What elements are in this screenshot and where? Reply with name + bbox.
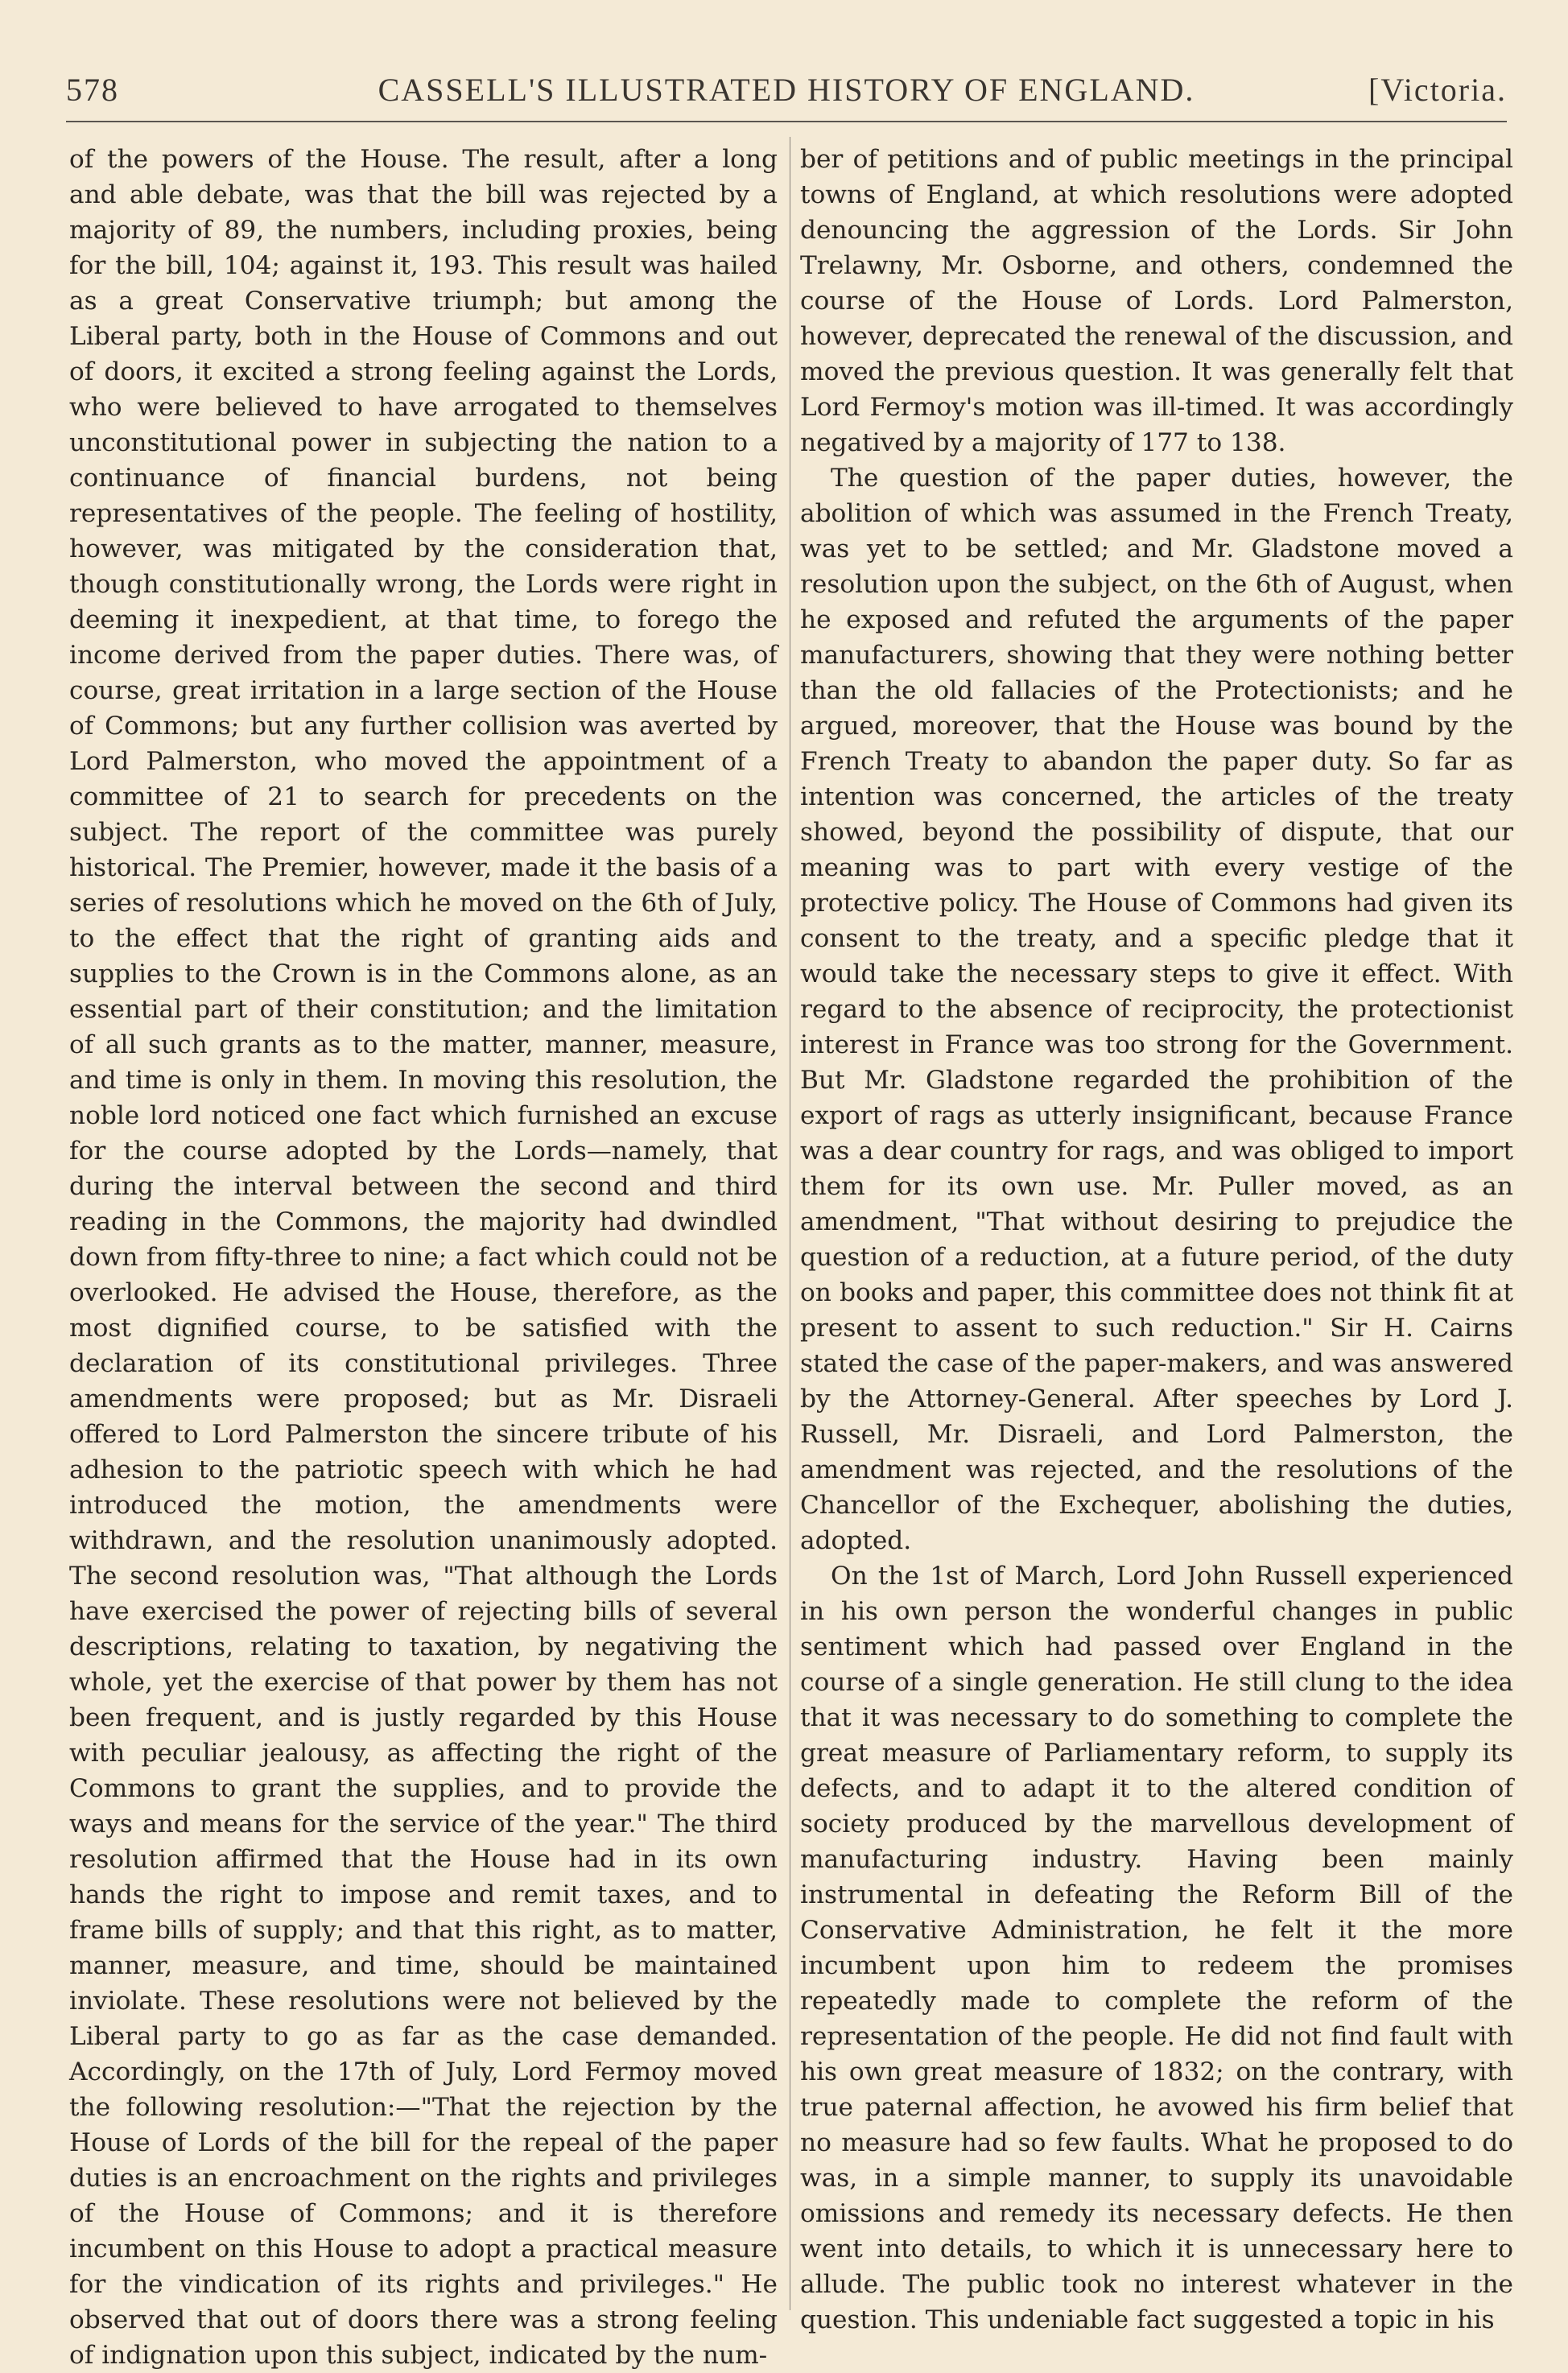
right-column <box>800 142 1513 2334</box>
section-name: [Victoria. <box>1368 72 1507 108</box>
running-head <box>66 71 1507 116</box>
running-title: CASSELL'S ILLUSTRATED HISTORY OF ENGLAND. <box>378 72 1195 108</box>
paragraph: of the powers of the House. The result, after a long and able debate, was that the bill was rejected by a majority of 89, the numbers, including proxies, being for the bill, 104; against it, 193. This result was hailed as a great Conservative triumph; but among the Liberal party, both in the House of Commons and out of doors, it excited a strong feeling against the Lords, who were believed to have arrogated to themselves unconstitutional power in subjecting the nation to a continuance of financial burdens, not being representatives of the people. The feeling of hostility, however, was mitigated by the consideration that, though constitutionally wrong, the Lords were right in deeming it inexpedient, at that time, to forego the income derived from the paper duties. There was, of course, great irritation in a large section of the House of Commons; but any further collision was averted by Lord Palmerston, who moved the appointment of a committee of 21 to search for precedents on the subject. The report of the committee was purely historical. The Premier, however, made it the basis of a series of resolutions which he moved on the 6th of July, to the effect that the right of granting aids and supplies to the Crown is in the Commons alone, as an essential part of their constitution; and the limitation of all such grants as to the matter, manner, measure, and time is only in them. In moving this resolution, the noble lord noticed one fact which furnished an excuse for the course adopted by the Lords—namely, that during the interval between the second and third reading in the Commons, the majority had dwindled down from fifty-three to nine; a fact which could not be overlooked. He advised the House, therefore, as the most dignified course, to be satisfied with the declaration of its constitutional privileges. Three amendments were proposed; but as Mr. Disraeli offered to Lord Palmerston the sincere tribute of his adhesion to the patriotic speech with which he had introduced the motion, the amendments were withdrawn, and the resolution unanimously adopted. The second resolution was, "That although the Lords have exercised the power of rejecting bills of several descriptions, relating to taxation, by negativing the whole, yet the exercise of that power by them has not been frequent, and is justly regarded by this House with peculiar jealousy, as affecting the right of the Commons to grant the supplies, and to provide the ways and means for the service of the year." The third resolution affirmed that the House had in its own hands the right to impose and remit taxes, and to frame bills of supply; and that this right, as to matter, manner, measure, and time, should be maintained inviolate. These resolutions were not believed by the Liberal party to go as far as the case demanded. Accordingly, on the 17th of July, Lord Fermoy moved the following resolution:—"That the rejection by the House of Lords of the bill for the repeal of the paper duties is an encroachment on the rights and privileges of the House of Commons; and it is therefore incumbent on this House to adopt a practical measure for the vindication of its rights and privileges." He observed that out of doors there was a strong feeling of indignation upon this subject, indicated by the num- <box>69 145 778 2370</box>
header-rule <box>66 121 1507 122</box>
paragraph: On the 1st of March, Lord John Russell experienced in his own person the wonderful changes in public sentiment which had passed over England in the course of a single generation. He still clung to the idea that it was necessary to do something to complete the great measure of Parliamentary reform, to supply its defects, and to adapt it to the altered condition of society produced by the marvellous development of manufacturing industry. Having been mainly instrumental in defeating the Reform Bill of the Conservative Administration, he felt it the more incumbent upon him to redeem the promises repeatedly made to complete the reform of the representation of the people. He did not find fault with his own great measure of 1832; on the contrary, with true paternal affection, he avowed his firm belief that no measure had so few faults. What he proposed to do was, in a simple manner, to supply its unavoidable omissions and remedy its necessary defects. He then went into details, to which it is unnecessary here to allude. The public took no interest whatever in the question. This undeniable fact suggested a topic in his <box>800 1562 1513 2334</box>
page-number: 578 <box>66 72 119 108</box>
paragraph: ber of petitions and of public meetings in the principal towns of England, at which resolutions were adopted denouncing the aggression of the Lords. Sir John Trelawny, Mr. Osborne, and others, condemned the course of the House of Lords. Lord Palmerston, however, deprecated the renewal of the discussion, and moved the previous question. It was generally felt that Lord Fermoy's motion was ill-timed. It was accordingly negatived by a majority of 177 to 138. <box>800 145 1513 457</box>
paragraph: The question of the paper duties, however, the abolition of which was assumed in the French Treaty, was yet to be settled; and Mr. Gladstone moved a resolution upon the subject, on the 6th of August, when he exposed and refuted the arguments of the paper manufacturers, showing that they were nothing better than the old fallacies of the Protectionists; and he argued, moreover, that the House was bound by the French Treaty to abandon the paper duty. So far as intention was concerned, the articles of the treaty showed, beyond the possibility of dispute, that our meaning was to part with every vestige of the protective policy. The House of Commons had given its consent to the treaty, and a specific pledge that it would take the necessary steps to give it effect. With regard to the absence of reciprocity, the protectionist interest in France was too strong for the Government. But Mr. Gladstone regarded the prohibition of the export of rags as utterly insignificant, because France was a dear country for rags, and was obliged to import them for its own use. Mr. Puller moved, as an amendment, "That without desiring to prejudice the question of a reduction, at a future period, of the duty on books and paper, this committee does not think fit at present to assent to such reduction." Sir H. Cairns stated the case of the paper-makers, and was answered by the Attorney-General. After speeches by Lord J. Russell, Mr. Disraeli, and Lord Palmerston, the amendment was rejected, and the resolutions of the Chancellor of the Exchequer, abolishing the duties, adopted. <box>800 464 1513 1555</box>
left-column <box>69 142 778 2370</box>
